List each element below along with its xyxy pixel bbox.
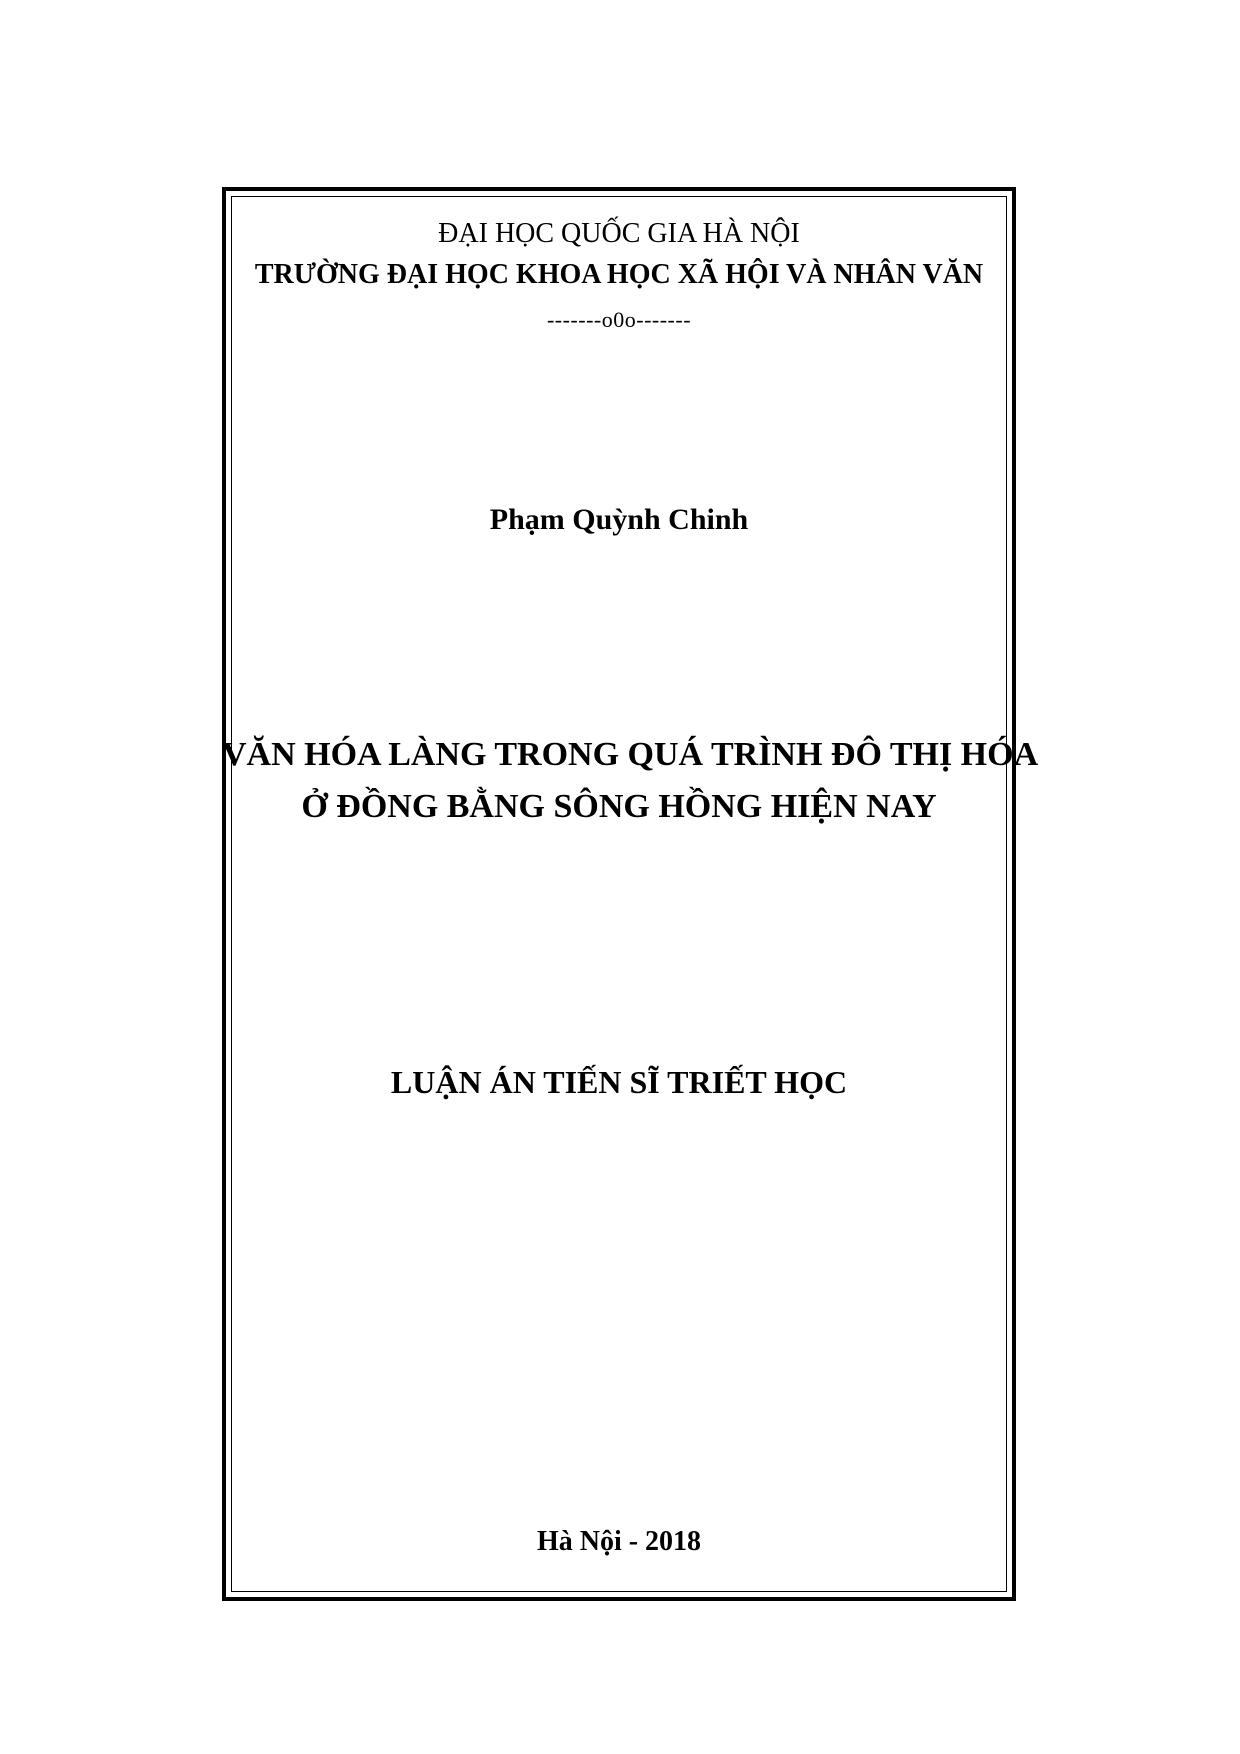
university-name: ĐẠI HỌC QUỐC GIA HÀ NỘI	[438, 218, 800, 249]
faculty-name: TRƯỜNG ĐẠI HỌC KHOA HỌC XÃ HỘI VÀ NHÂN VĂN	[254, 259, 984, 290]
author-name: Phạm Quỳnh Chinh	[489, 503, 749, 536]
place-and-year: Hà Nội - 2018	[536, 1526, 702, 1557]
page-border-inner	[231, 196, 1007, 1592]
thesis-title-line-2: Ở ĐỒNG BẰNG SÔNG HỒNG HIỆN NAY	[301, 788, 937, 825]
thesis-title-line-1: VĂN HÓA LÀNG TRONG QUÁ TRÌNH ĐÔ THỊ HÓA	[222, 736, 1039, 773]
ornament-divider: -------o0o-------	[546, 307, 692, 332]
degree-label: LUẬN ÁN TIẾN SĨ TRIẾT HỌC	[390, 1064, 848, 1100]
